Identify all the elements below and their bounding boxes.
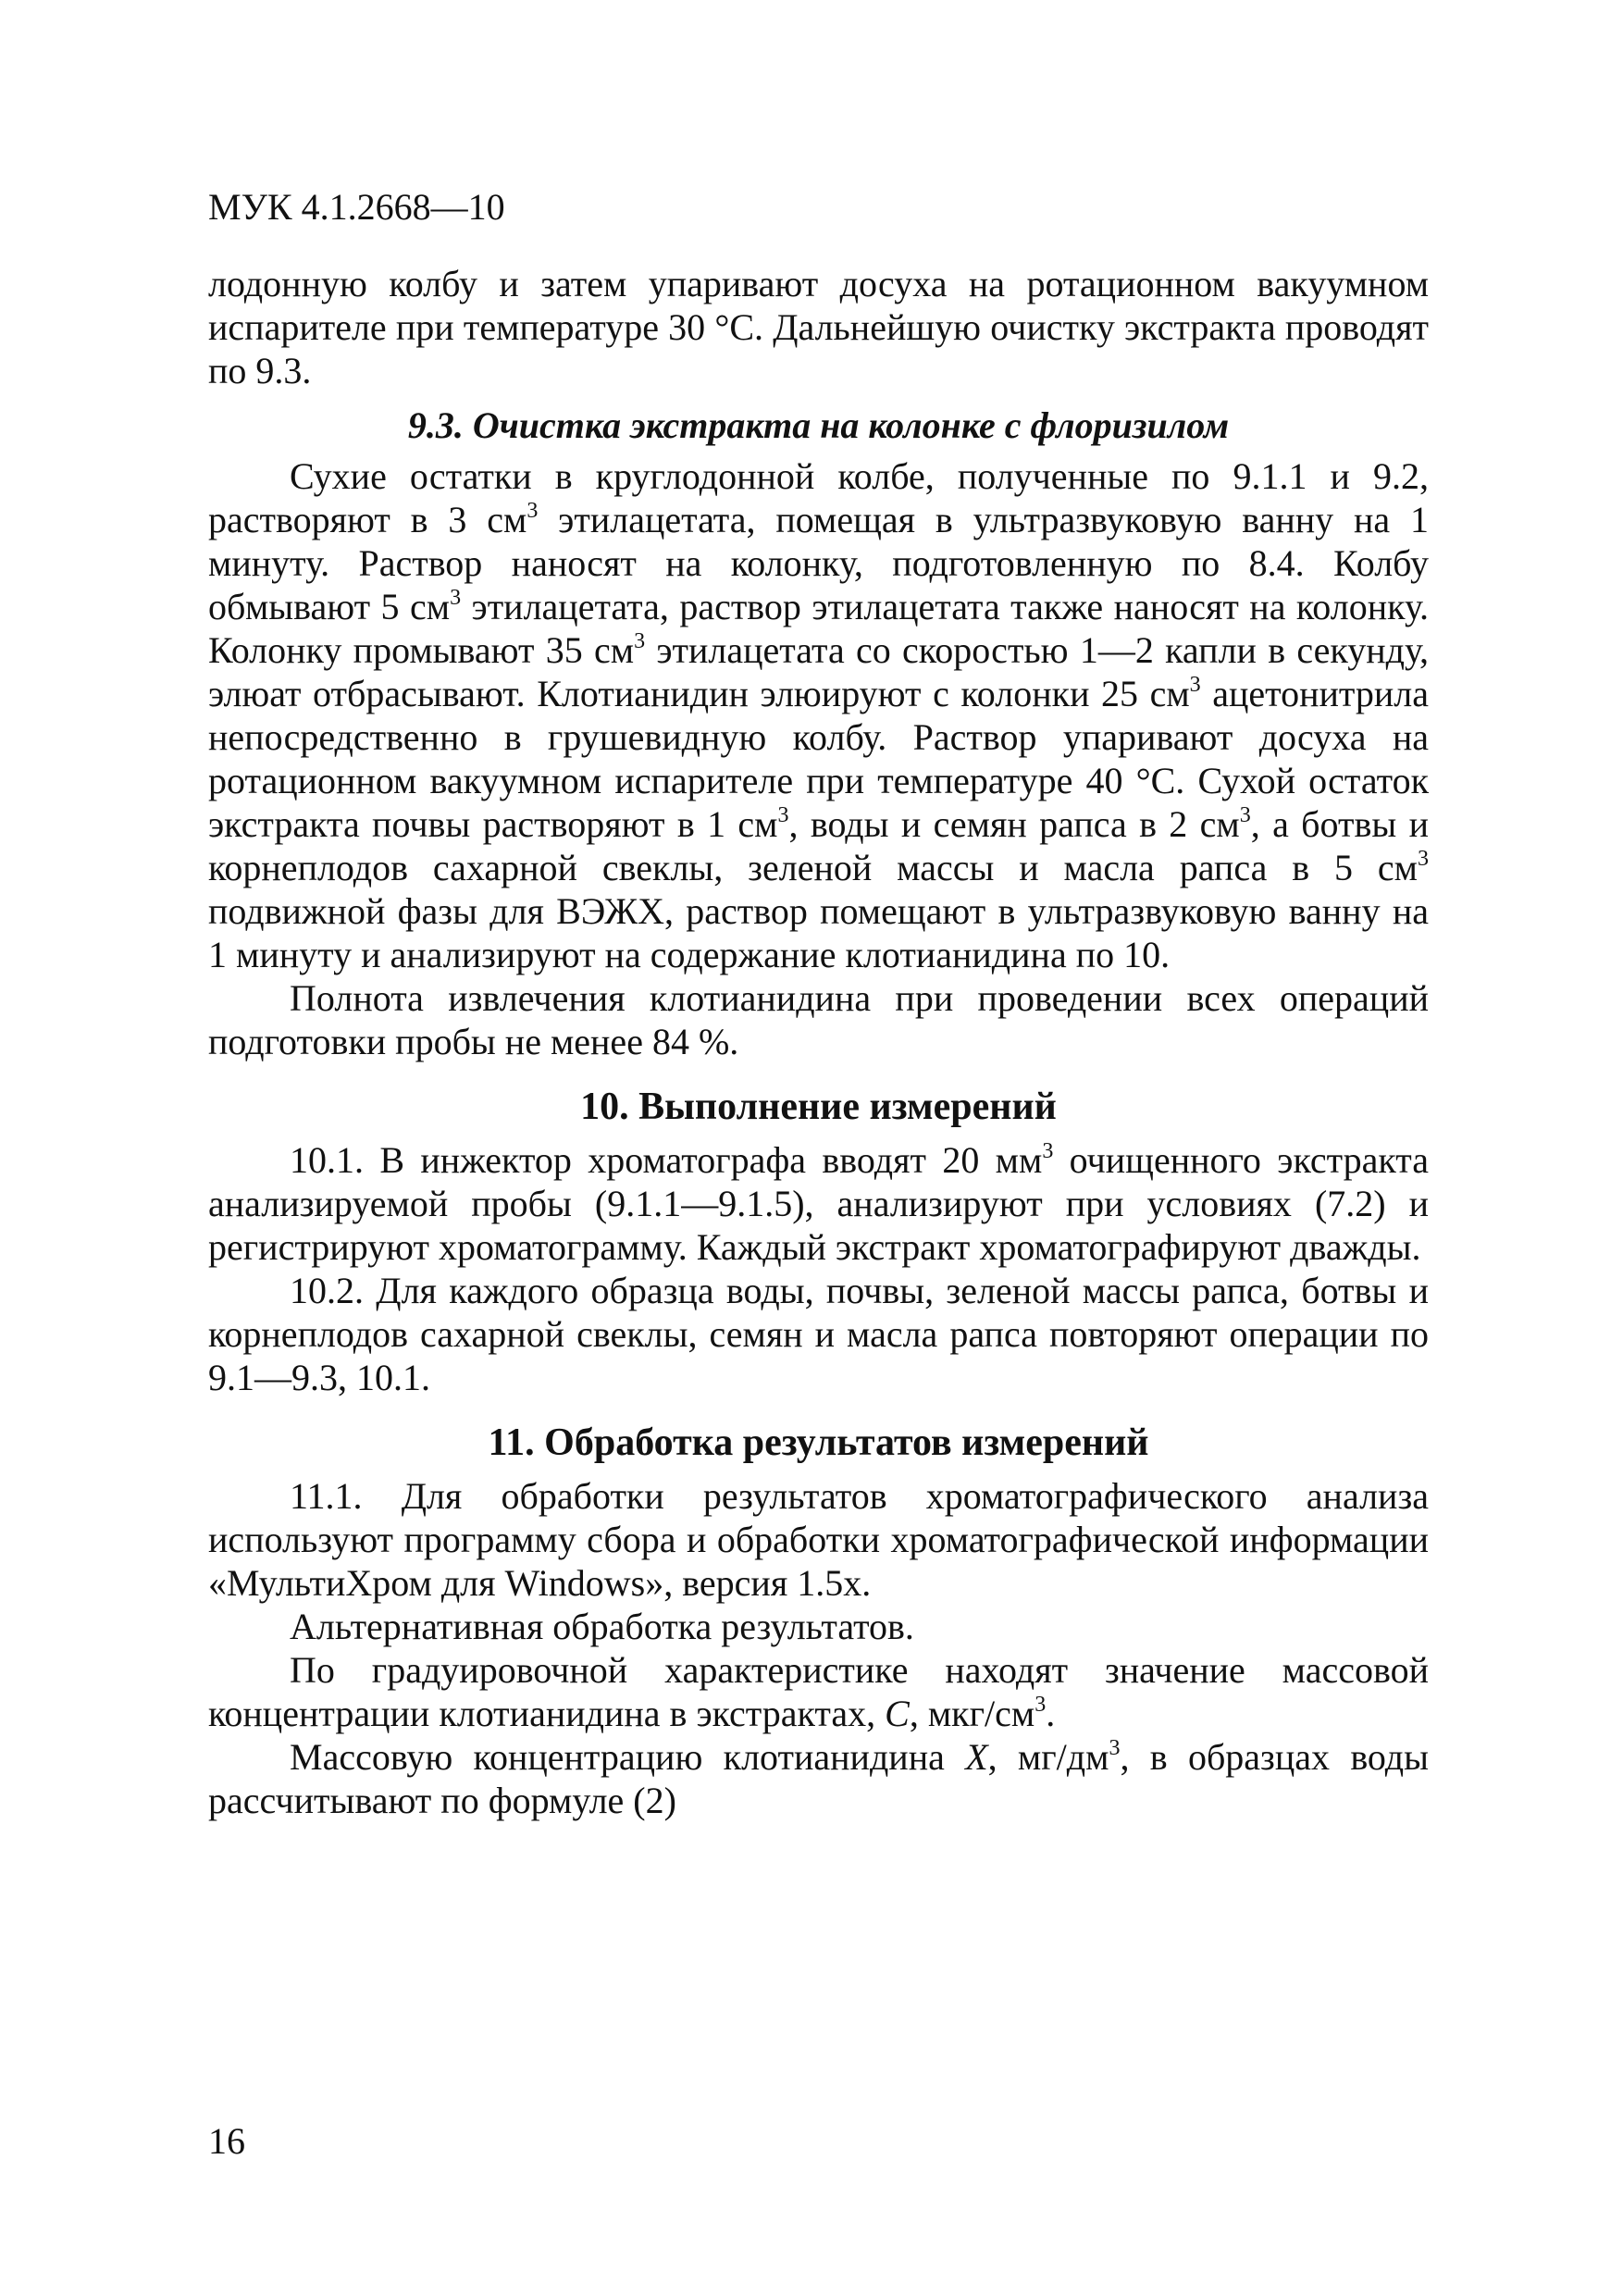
running-head: МУК 4.1.2668—10 xyxy=(208,186,505,228)
paragraph-cleanup-procedure: Сухие остатки в круглодонной колбе, полученные по 9.1.1 и 9.2, растворяют в 3 $см^3$ этилацетата, помещая в ультразвуковую ванну на 1 минуту. Раствор наносят на колонку, подготовленную по 8.4. Колбу обмывают 5 $см^3$ этилацетата, раствор этилацетата также наносят на колонку. Колонку промывают 35 $см^3$ этилацетата со скоростью 1—2 капли в секунду, элюат отбрасывают. Клотианидин элюируют с колонки 25 $см^3$ ацетонитрила непосредственно в грушевидную колбу. Раствор упаривают досуха на ротационном вакуумном испарителе при температуре 40 °С. Сухой остаток экстракта почвы растворяют в 1 $см^3$, воды и семян рапса в 2 $см^3$, а ботвы и корнеплодов сахарной свеклы, зеленой массы и масла рапса в 5 $см^3$ подвижной фазы для ВЭЖХ, раствор помещают в ультразвуковую ванну на 1 минуту и анализируют на содержание клотианидина по 10. xyxy=(208,455,1430,975)
paragraph-11-1: 11.1. Для обработки результатов хроматографического анализа используют программу сбора и обработки хроматографической информации «МультиХром для Windows», версия 1.5х. xyxy=(208,1475,1429,1604)
section-heading-10: 10. Выполнение измерений xyxy=(580,1086,1057,1128)
page-number: 16 xyxy=(208,2120,245,2162)
section-heading-11: 11. Обработка результатов измерений xyxy=(488,1421,1149,1464)
paragraph-10-2: 10.2. Для каждого образца воды, почвы, зеленой массы рапса, ботвы и корнеплодов сахарной свеклы, семян и масла рапса повторяют операции по 9.1—9.3, 10.1. xyxy=(208,1270,1429,1398)
paragraph-mass-concentration: Массовую концентрацию клотианидина X, $мг/дм^3$, в образцах воды рассчитывают по формуле (2) xyxy=(208,1736,1430,1821)
subsection-heading-9-3: 9.3. Очистка экстракта на колонке с флоризилом xyxy=(407,404,1230,446)
paragraph-10-1: 10.1. В инжектор хроматографа вводят 20 $мм^3$ очищенного экстракта анализируемой пробы (9.1.1—9.1.5), анализируют при условиях (7.2) и регистрируют хроматограмму. Каждый экстракт хроматографируют дважды. xyxy=(208,1139,1429,1268)
paragraph-recovery: Полнота извлечения клотианидина при проведении всех операций подготовки пробы не менее 84 %. xyxy=(208,977,1429,1062)
paragraph-alternative: Альтернативная обработка результатов. xyxy=(290,1606,914,1647)
paragraph-continuation: лодонную колбу и затем упаривают досуха на ротационном вакуумном испарителе при температуре 30 °С. Дальнейшую очистку экстракта проводят по 9.3. xyxy=(208,263,1429,391)
paragraph-calibration: По градуировочной характеристике находят значение массовой концентрации клотианидина в экстрактах, С, мкг/$см^3$. xyxy=(208,1649,1429,1734)
